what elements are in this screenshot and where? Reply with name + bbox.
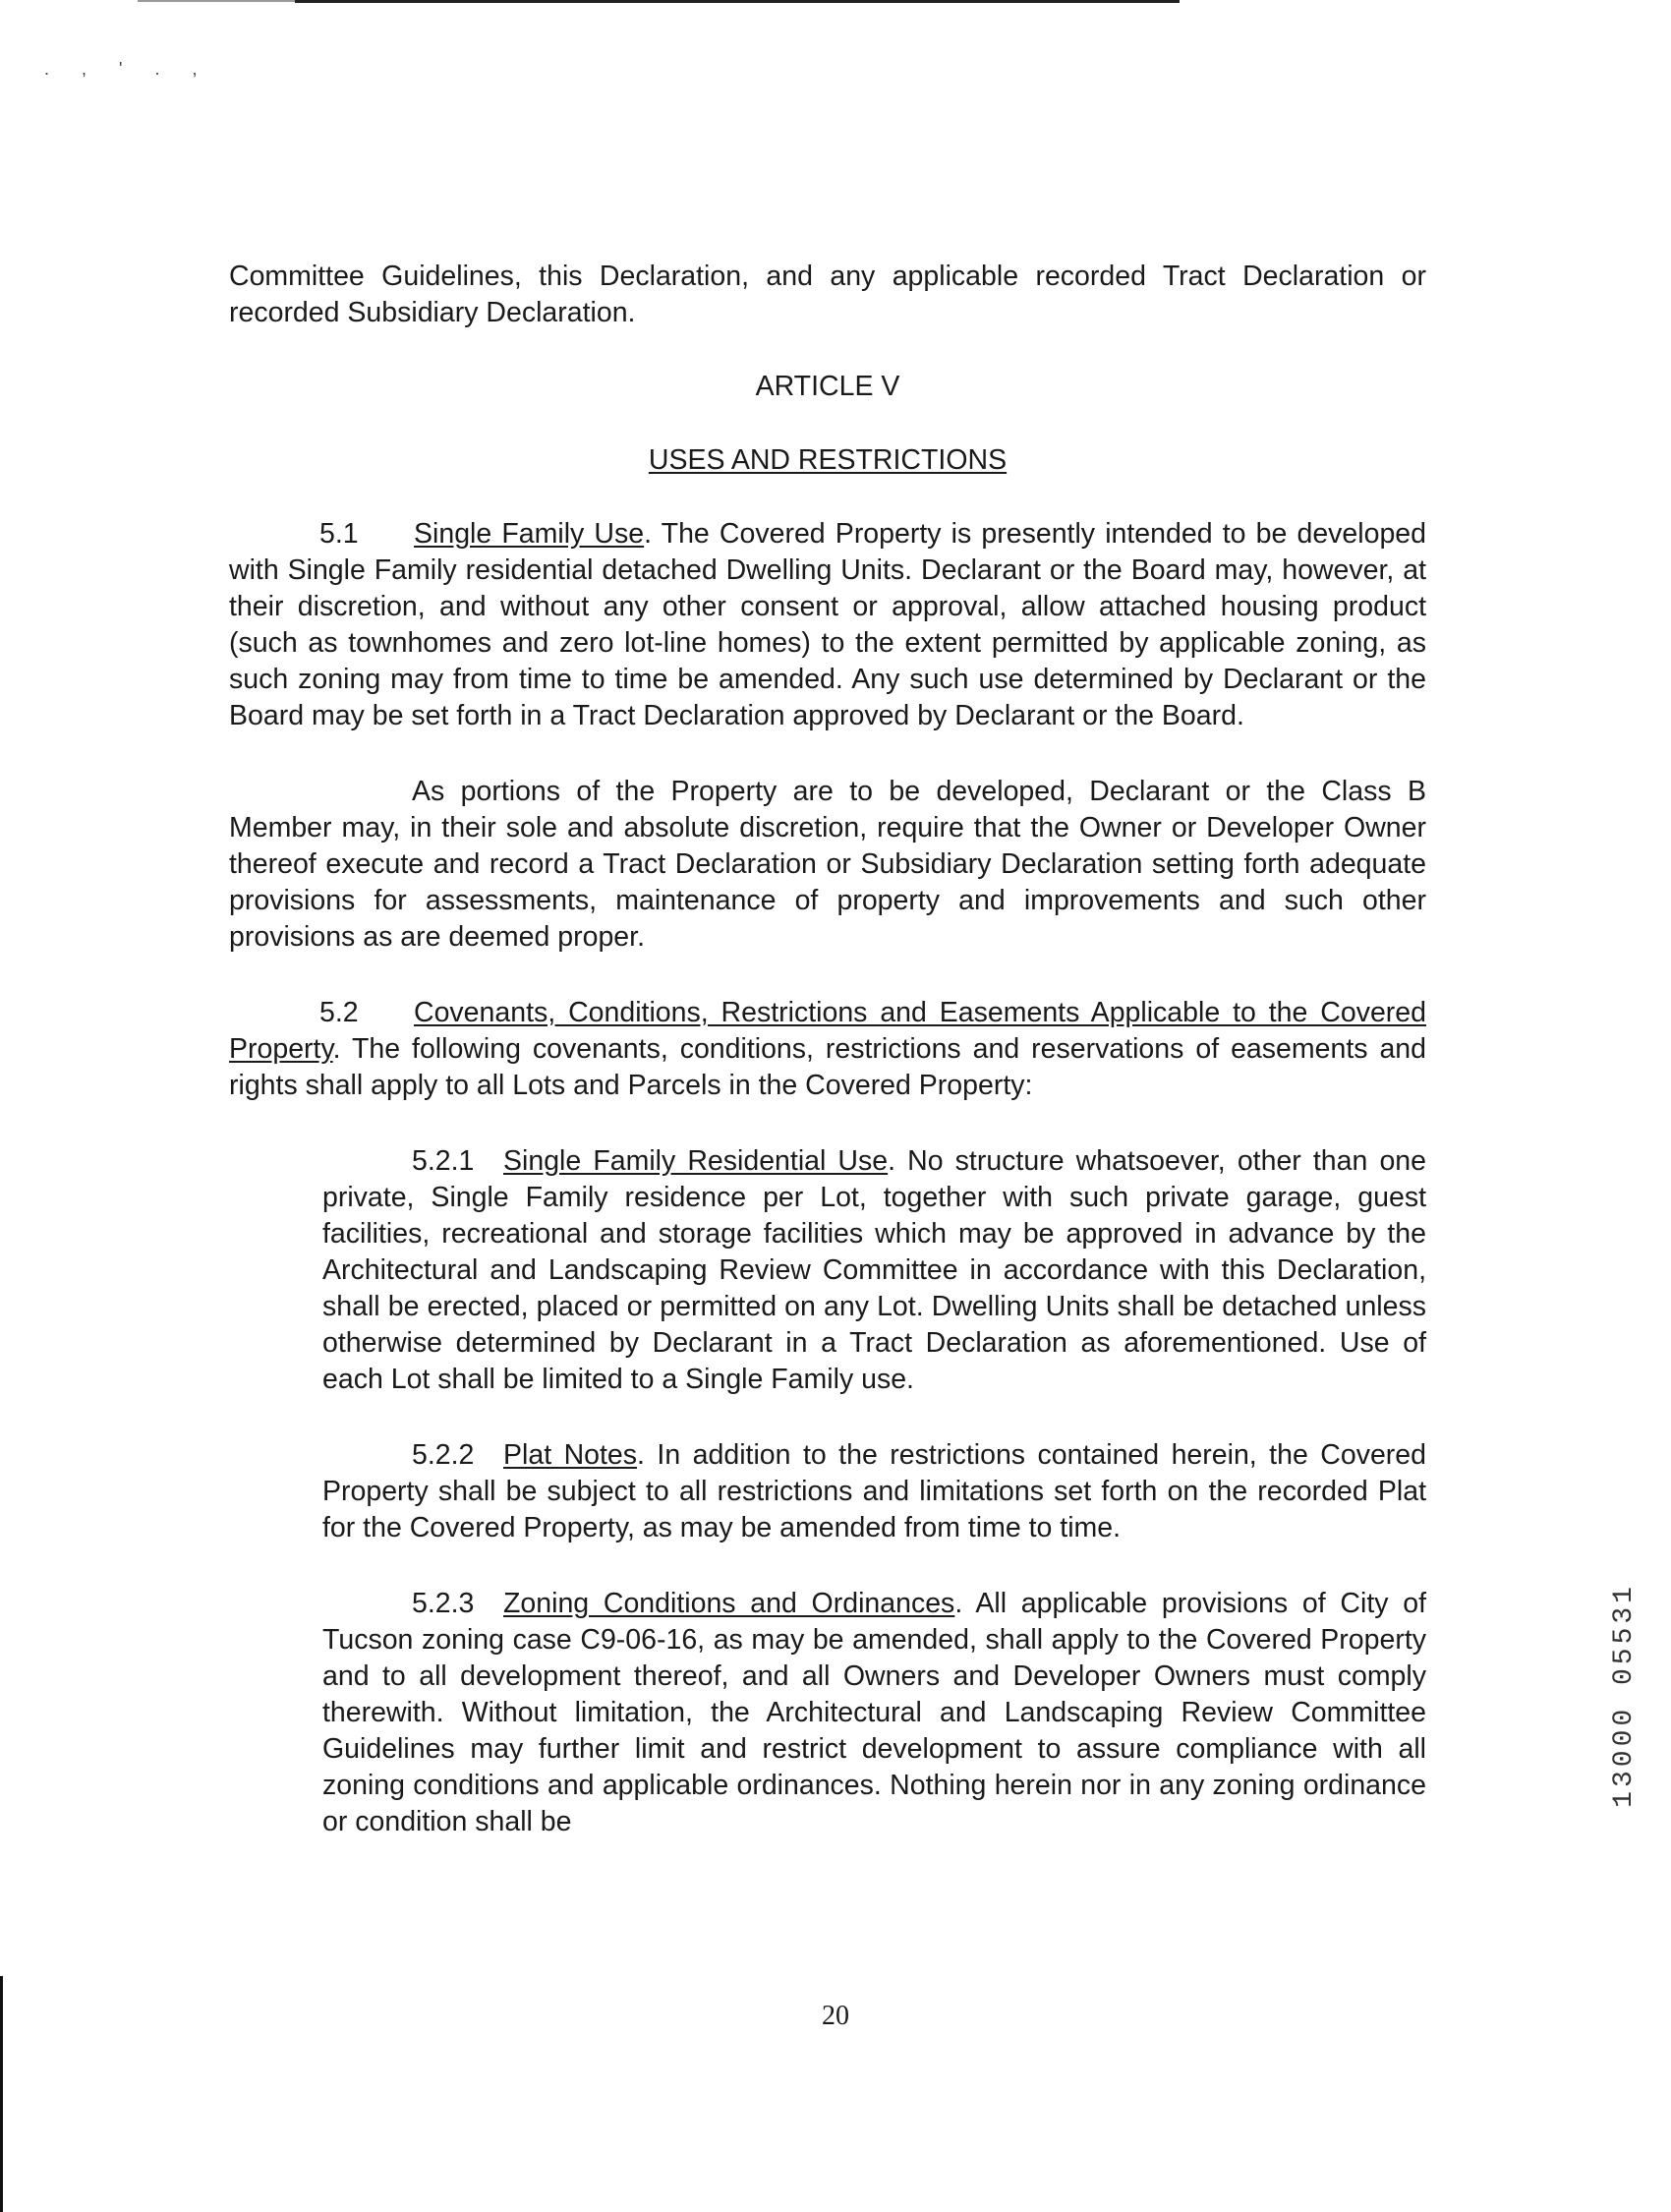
document-body — [229, 259, 1426, 1840]
section-title: Single Family Residential Use — [503, 1145, 889, 1177]
section-number: 5.2.3 — [412, 1588, 475, 1619]
section-title: Plat Notes — [503, 1439, 638, 1471]
section-number: 5.2.2 — [412, 1439, 475, 1471]
section-text: . In addition to the restrictions contained herein, the Covered Property shall be subject to all restrictions and limitations set forth on the recorded Plat for the Covered Property, as may be amended from time to time. — [322, 1439, 1426, 1543]
recording-stamp: 13000 05531 — [1609, 1583, 1640, 1808]
section-5-2 — [229, 995, 1426, 1104]
section-title: Zoning Conditions and Ordinances — [503, 1588, 955, 1619]
section-text: . All applicable provisions of City of Tucson zoning case C9-06-16, as may be amended, shall apply to the Covered Property and to all development thereof, and all Owners and Developer Owners must comply therewith. Without limitation, the Architectural and Landscaping Review Committee Guidelines may further limit and restrict development to assure compliance with all zoning conditions and applicable ordinances. Nothing herein nor in any zoning ordinance or condition shall be — [322, 1588, 1426, 1837]
scan-speckles: . , ' . , — [44, 59, 211, 79]
section-text: . The Covered Property is presently intended to be developed with Single Family residential detached Dwelling Units. Declarant or the Board may, however, at their discretion, and without any other consent or approval, allow attached housing product (such as townhomes and zero lot-line homes) to the extent permitted by applicable zoning, as such zoning may from time to time be amended. Any such use determined by Declarant or the Board may be set forth in a Tract Declaration approved by Declarant or the Board. — [229, 518, 1426, 731]
section-text: . The following covenants, conditions, restrictions and reservations of easements and rights shall apply to all Lots and Parcels in the Covered Property: — [229, 1033, 1426, 1101]
page-number: 20 — [822, 2001, 849, 2031]
section-number: 5.1 — [319, 518, 359, 550]
scan-artifact-top-line — [295, 0, 1180, 3]
article-number: ARTICLE V — [755, 371, 900, 402]
section-5-2-1 — [322, 1143, 1426, 1398]
section-title: Covenants, Conditions, Restrictions and Easements Applicable to the Covered Property — [229, 997, 1426, 1065]
section-5-2-3 — [322, 1586, 1426, 1840]
section-5-1 — [229, 516, 1426, 734]
intro-paragraph: Committee Guidelines, this Declaration, and any applicable recorded Tract Declaration or recorded Subsidiary Declaration. — [229, 261, 1426, 328]
scan-artifact-line — [138, 0, 295, 2]
article-title: USES AND RESTRICTIONS — [648, 444, 1008, 476]
section-title: Single Family Use — [414, 518, 645, 550]
section-number: 5.2 — [319, 997, 359, 1028]
section-number: 5.2.1 — [412, 1145, 475, 1177]
section-text: . No structure whatsoever, other than one private, Single Family residence per Lot, together with such private garage, guest facilities, recreational and storage facilities which may be approved in advance by the Architectural and Landscaping Review Committee in accordance with this Declaration, shall be erected, placed or permitted on any Lot. Dwelling Units shall be detached unless otherwise determined by Declarant in a Tract Declaration as aforementioned. Use of each Lot shall be limited to a Single Family use. — [322, 1145, 1427, 1395]
paragraph-class-b: As portions of the Property are to be developed, Declarant or the Class B Member may, in their sole and absolute discretion, require that the Owner or Developer Owner thereof execute and record a Tract Declaration or Subsidiary Declaration setting forth adequate provisions for assessments, maintenance of property and improvements and such other provisions as are deemed proper. — [229, 776, 1426, 953]
section-5-2-2 — [322, 1437, 1426, 1546]
